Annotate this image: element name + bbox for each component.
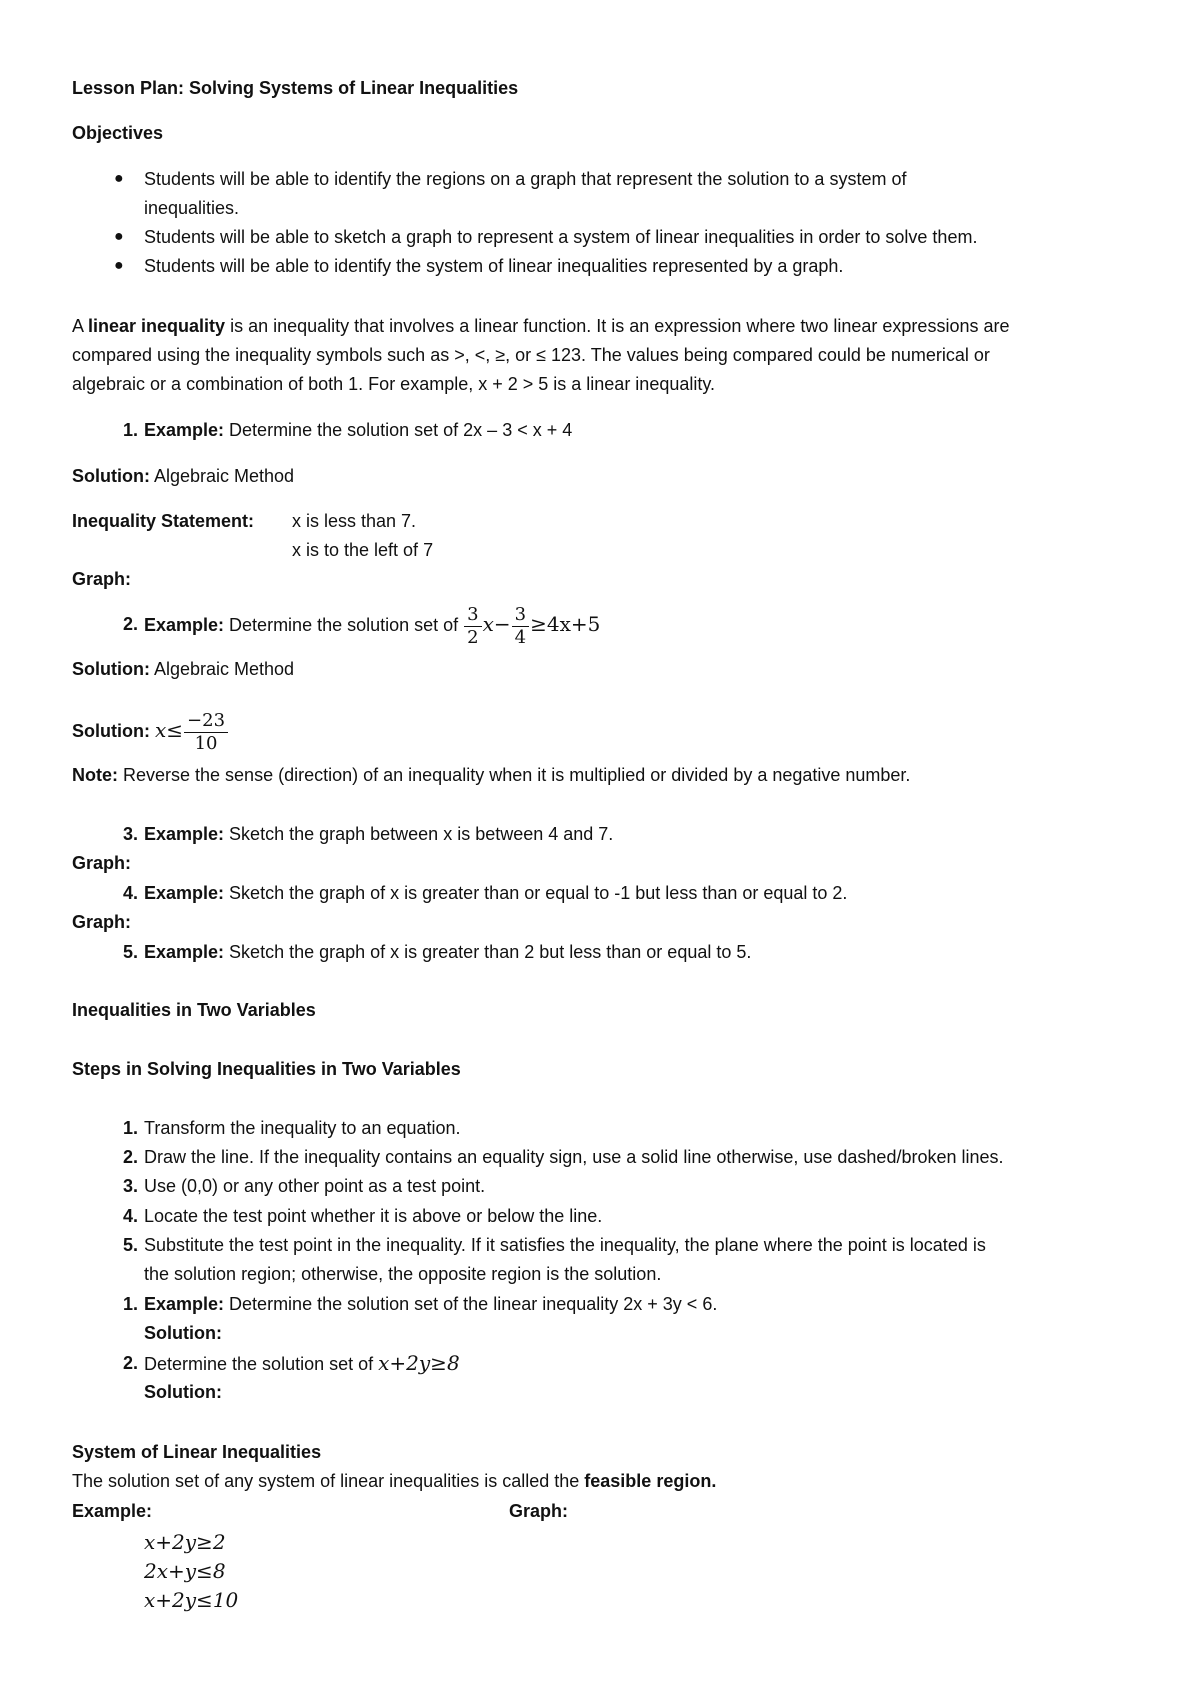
system-graph-label: Graph:: [509, 1501, 569, 1521]
bullet-icon: ●: [114, 228, 124, 245]
system-description: The solution set of any system of linear inequalities is called the feasible region.: [72, 1471, 717, 1491]
definition-line: A linear inequality is an inequality that involves a linear function. It is an expression where two linear expressions are: [72, 316, 1010, 336]
step-item: Draw the line. If the inequality contains an equality sign, use a solid line otherwise, use dashed/broken lines.: [144, 1147, 1004, 1167]
step-number: 5.: [122, 1235, 138, 1255]
fraction: $\frac{3}{4}$: [512, 604, 529, 649]
fraction: $\frac{3}{2}$: [464, 604, 481, 649]
step-number: 3.: [122, 1176, 138, 1196]
example-1: Example: Determine the solution set of 2x – 3 < x + 4: [144, 420, 573, 440]
example-number: 5.: [122, 942, 138, 962]
solution-label: Solution:: [144, 1382, 222, 1402]
fraction: $\frac{-23}{10}$: [184, 710, 228, 755]
example-number: 2.: [122, 1353, 138, 1373]
bullet-icon: ●: [114, 170, 124, 187]
objectives-heading: Objectives: [72, 123, 164, 143]
inequality-statement-line: x is to the left of 7: [292, 540, 434, 560]
definition-line: algebraic or a combination of both 1. For example, x + 2 > 5 is a linear inequality.: [72, 374, 716, 394]
solution-1: Solution: Algebraic Method: [72, 466, 295, 486]
objective-item: Students will be able to sketch a graph to represent a system of linear inequalities in order to solve them.: [144, 227, 978, 247]
example-5: Example: Sketch the graph of x is greater than 2 but less than or equal to 5.: [144, 942, 752, 962]
page-title: Lesson Plan: Solving Systems of Linear Inequalities: [72, 78, 519, 98]
example-two-var-2: Determine the solution set of x+2y≥8: [144, 1351, 460, 1375]
example-number: 4.: [122, 883, 138, 903]
step-item: Transform the inequality to an equation.: [144, 1118, 461, 1138]
graph-label: Graph:: [72, 912, 132, 932]
section-heading: Inequalities in Two Variables: [72, 1000, 316, 1020]
graph-label: Graph:: [72, 569, 132, 589]
objective-item: Students will be able to identify the regions on a graph that represent the solution to a system of: [144, 169, 907, 189]
example-number: 3.: [122, 824, 138, 844]
step-number: 2.: [122, 1147, 138, 1167]
example-number: 1.: [122, 1294, 138, 1314]
step-item-continued: the solution region; otherwise, the opposite region is the solution.: [144, 1264, 662, 1284]
inequality-statement-label: Inequality Statement:: [72, 511, 255, 531]
objective-item: Students will be able to identify the system of linear inequalities represented by a graph.: [144, 256, 844, 276]
step-item: Substitute the test point in the inequality. If it satisfies the inequality, the plane where the point is located is: [144, 1235, 986, 1255]
note: Note: Reverse the sense (direction) of an inequality when it is multiplied or divided by a negative number.: [72, 765, 911, 785]
step-item: Locate the test point whether it is above or below the line.: [144, 1206, 603, 1226]
section-heading: System of Linear Inequalities: [72, 1442, 322, 1462]
objective-item-continued: inequalities.: [144, 198, 240, 218]
example-two-var-1: Example: Determine the solution set of the linear inequality 2x + 3y < 6.: [144, 1294, 718, 1314]
system-example-label: Example:: [72, 1501, 153, 1521]
step-number: 4.: [122, 1206, 138, 1226]
inequality-statement-line: x is less than 7.: [292, 511, 417, 531]
definition-term: linear inequality: [88, 316, 226, 336]
step-item: Use (0,0) or any other point as a test point.: [144, 1176, 486, 1196]
system-inequality: 2x+y≤8: [144, 1559, 226, 1583]
section-heading: Steps in Solving Inequalities in Two Variables: [72, 1059, 461, 1079]
example-number: 1.: [122, 420, 138, 440]
example-3: Example: Sketch the graph between x is between 4 and 7.: [144, 824, 614, 844]
step-number: 1.: [122, 1118, 138, 1138]
graph-label: Graph:: [72, 853, 132, 873]
system-inequality: x+2y≥2: [144, 1530, 226, 1554]
solution-2: Solution: Algebraic Method: [72, 659, 295, 679]
example-4: Example: Sketch the graph of x is greater than or equal to -1 but less than or equal to 2.: [144, 883, 848, 903]
solution-label: Solution:: [144, 1323, 222, 1343]
system-inequality: x+2y≤10: [144, 1588, 239, 1612]
solution-2-result: Solution: x≤ $\frac{-23}{10}$: [72, 702, 229, 759]
bullet-icon: ●: [114, 257, 124, 274]
definition-line: compared using the inequality symbols such as >, <, ≥, or ≤ 123. The values being compared could be numerical or: [72, 345, 990, 365]
example-number: 2.: [122, 614, 138, 634]
example-2: Example: Determine the solution set of $\frac{3}{2}$ x− $\frac{3}{4}$ ≥4x+5: [144, 603, 601, 648]
